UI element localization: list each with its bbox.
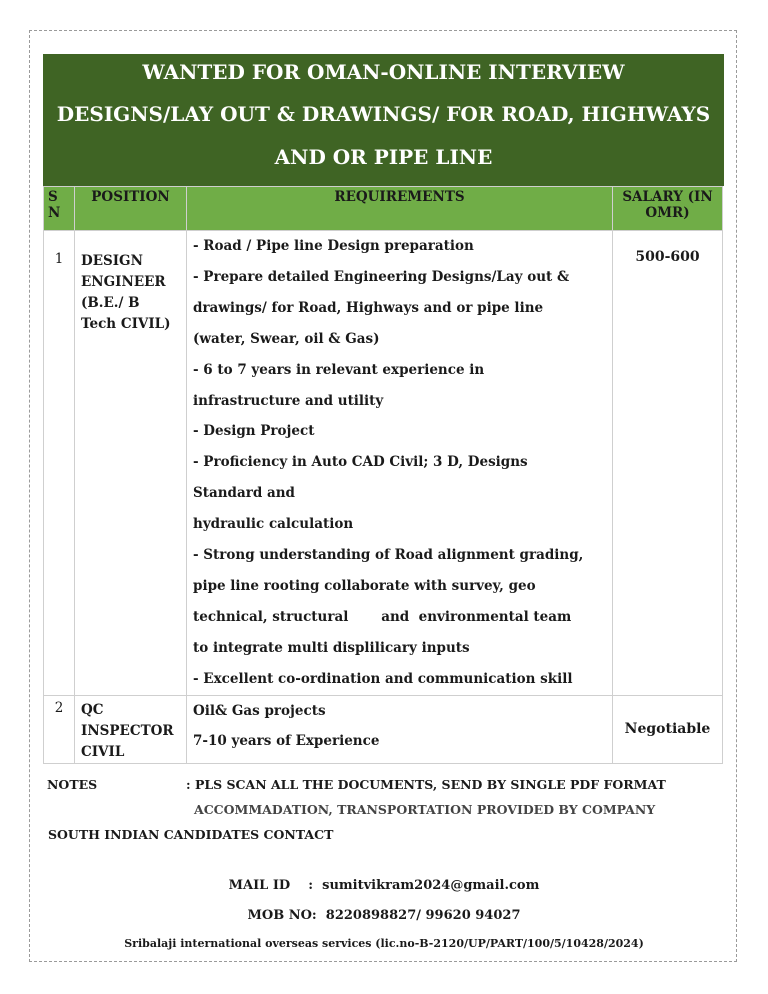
requirement-line: - Road / Pipe line Design preparation [193, 238, 474, 254]
requirement-line: (water, Swear, oil & Gas) [193, 330, 380, 347]
row-requirements [187, 231, 613, 696]
requirement-line: - Proficiency in Auto CAD Civil; 3 D, Designs [193, 454, 528, 471]
banner-line-2: DESIGNS/LAY OUT & DRAWINGS/ FOR ROAD, HIGHWAYS [56, 102, 711, 126]
row-requirements [187, 695, 613, 763]
row-sn: 1 [44, 231, 75, 696]
row-salary: Negotiable [613, 695, 723, 763]
requirement-line: pipe line rooting collaborate with survey, geo [193, 577, 536, 594]
header-requirements: REQUIREMENTS [187, 187, 613, 231]
header-position: POSITION [75, 187, 187, 231]
requirement-line: Oil& Gas projects [193, 702, 326, 719]
requirement-line: - Excellent co-ordination and communication skill [193, 670, 573, 687]
row-sn: 2 [44, 695, 75, 763]
requirement-line: hydraulic calculation [193, 516, 354, 533]
row-position: DESIGN ENGINEER (B.E./ B Tech CIVIL) [75, 231, 187, 696]
requirement-line: - Strong understanding of Road alignment grading, [193, 547, 584, 564]
banner-line-1: WANTED FOR OMAN-ONLINE INTERVIEW [142, 60, 625, 84]
contact-mail: MAIL ID : sumitvikram2024@gmail.com [228, 878, 540, 893]
notes-label: NOTES [47, 777, 98, 792]
table-row [44, 231, 723, 696]
header-salary: SALARY (IN OMR) [613, 187, 723, 231]
title-banner [43, 54, 724, 186]
footer-license: Sribalaji international overseas services (lic.no-B-2120/UP/PART/100/5/10428/2024) [124, 937, 644, 950]
notes-line-1: : PLS SCAN ALL THE DOCUMENTS, SEND BY SINGLE PDF FORMAT [186, 777, 666, 792]
row-salary: 500-600 [613, 231, 723, 696]
requirement-line: to integrate multi displilicary inputs [193, 639, 470, 656]
requirement-line: 7-10 years of Experience [193, 732, 380, 749]
requirement-line: - Prepare detailed Engineering Designs/Lay out & [193, 268, 570, 285]
notes-line-2: ACCOMMADATION, TRANSPORTATION PROVIDED BY COMPANY [194, 802, 656, 817]
requirement-line: - 6 to 7 years in relevant experience in [193, 361, 485, 378]
requirement-line: Standard and [193, 485, 295, 502]
contact-mobile: MOB NO: 8220898827/ 99620 94027 [247, 908, 521, 923]
requirement-line: technical, structural and environmental team [193, 608, 572, 625]
notes-line-3: SOUTH INDIAN CANDIDATES CONTACT [48, 827, 334, 842]
requirement-line: - Design Project [193, 423, 315, 440]
banner-line-3: AND OR PIPE LINE [274, 145, 493, 169]
requirement-line: drawings/ for Road, Highways and or pipe line [193, 299, 544, 316]
header-sn: S N [44, 187, 75, 231]
row-position: QC INSPECTOR CIVIL [75, 695, 187, 763]
requirement-line: infrastructure and utility [193, 392, 384, 409]
jobs-table [43, 186, 723, 764]
table-row [44, 695, 723, 763]
table-header-row [44, 187, 723, 231]
